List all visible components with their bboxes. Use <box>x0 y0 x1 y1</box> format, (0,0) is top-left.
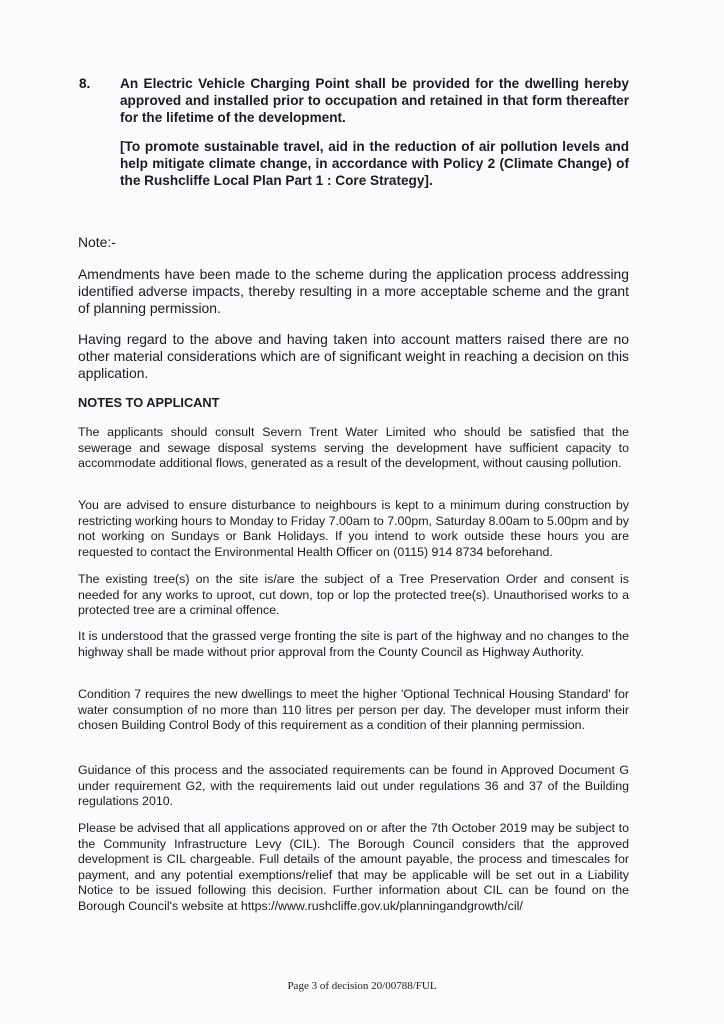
applicant-note-paragraph: The existing tree(s) on the site is/are the subject of a Tree Preservation Order and consent is needed for any works to uproot, cut down, top or lop the protected tree(s). Unauthorised works to a protected tree are a criminal offence. <box>78 572 629 617</box>
condition-reason: [To promote sustainable travel, aid in the reduction of air pollution levels and help mitigate climate change, in accordance with Policy 2 (Climate Change) of the Rushcliffe Local Plan Part 1 : Core Strategy]. <box>120 139 629 188</box>
applicant-note-paragraph: Guidance of this process and the associated requirements can be found in Approved Document G under requirement G2, with the requirements laid out under regulations 36 and 37 of the Building regulations 2010. <box>78 763 629 808</box>
page-footer: Page 3 of decision 20/00788/FUL <box>287 980 437 992</box>
condition-text: An Electric Vehicle Charging Point shall be provided for the dwelling hereby approved and installed prior to occupation and retained in that form thereafter for the lifetime of the development. <box>120 76 629 125</box>
applicant-note-paragraph: You are advised to ensure disturbance to neighbours is kept to a minimum during construction by restricting working hours to Monday to Friday 7.00am to 7.00pm, Saturday 8.00am to 5.00pm and by not working on Sundays or Bank Holidays. If you intend to work outside these hours you are requested to contact the Environmental Health Officer on (0115) 914 8734 beforehand. <box>78 498 629 559</box>
condition-number: 8. <box>79 76 91 91</box>
applicant-note-paragraph: Please be advised that all applications approved on or after the 7th October 2019 may be subject to the Community Infrastructure Levy (CIL). The Borough Council considers that the approved development is CIL chargeable. Full details of the amount payable, the process and timescales for payment, and any potential exemptions/relief that may be applicable will be set out in a Liability Notice to be issued following this decision. Further information about CIL can be found on the Borough Council's website at https://www.rushcliffe.gov.uk/planningandgrowth/cil/ <box>78 821 629 913</box>
note-paragraph: Amendments have been made to the scheme during the application process addressing identified adverse impacts, thereby resulting in a more acceptable scheme and the grant of planning permission. <box>78 266 629 316</box>
note-paragraph: Having regard to the above and having taken into account matters raised there are no other material considerations which are of significant weight in reaching a decision on this application. <box>78 331 629 381</box>
notes-heading: NOTES TO APPLICANT <box>78 395 220 410</box>
applicant-note-paragraph: The applicants should consult Severn Trent Water Limited who should be satisfied that the sewerage and sewage disposal systems serving the development have sufficient capacity to accommodate additional flows, generated as a result of the development, without causing pollution. <box>78 425 629 470</box>
note-label: Note:- <box>78 234 116 250</box>
applicant-note-paragraph: Condition 7 requires the new dwellings to meet the higher 'Optional Technical Housing Standard' for water consumption of no more than 110 litres per person per day. The developer must inform their chosen Building Control Body of this requirement as a condition of their planning permission. <box>78 687 629 732</box>
applicant-note-paragraph: It is understood that the grassed verge fronting the site is part of the highway and no changes to the highway shall be made without prior approval from the County Council as Highway Authority. <box>78 629 629 659</box>
